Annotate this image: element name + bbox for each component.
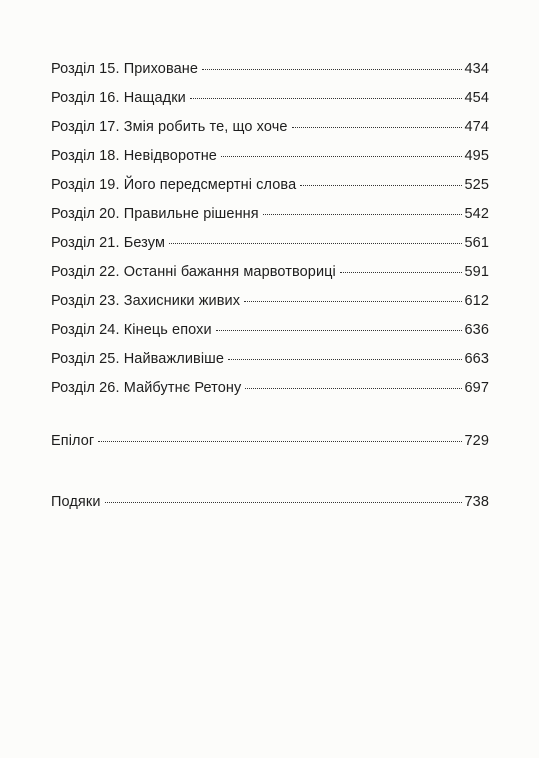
toc-entry-title: Розділ 24. Кінець епохи <box>51 322 212 338</box>
toc-entry-chapter-17 <box>51 113 489 142</box>
dot-leader <box>245 388 461 389</box>
toc-entry-title: Розділ 21. Безум <box>51 235 166 251</box>
toc-entry-chapter-19 <box>51 171 489 200</box>
dot-leader <box>98 441 461 442</box>
toc-entry-title: Розділ 23. Захисники живих <box>51 293 241 309</box>
toc-entry-chapter-18 <box>51 142 489 171</box>
toc-entry-chapter-22 <box>51 258 489 287</box>
dot-leader <box>263 214 462 215</box>
toc-entry-title: Розділ 17. Змія робить те, що хоче <box>51 119 288 135</box>
toc-entry-page: 636 <box>464 322 489 338</box>
spacer <box>51 403 489 427</box>
dot-leader <box>244 301 461 302</box>
toc-entry-page: 738 <box>464 494 489 510</box>
dot-leader <box>292 127 462 128</box>
toc-entry-chapter-20 <box>51 200 489 229</box>
toc-entry-page: 729 <box>464 433 489 449</box>
toc-entry-chapter-25 <box>51 345 489 374</box>
toc-entry-page: 542 <box>464 206 489 222</box>
toc-entry-page: 561 <box>464 235 489 251</box>
toc-entry-chapter-16 <box>51 84 489 113</box>
toc-entry-title: Розділ 15. Приховане <box>51 61 199 77</box>
toc-entry-title: Розділ 16. Нащадки <box>51 90 186 106</box>
toc-entry-page: 612 <box>464 293 489 309</box>
toc-entry-title: Епілог <box>51 433 95 449</box>
toc-entry-page: 474 <box>464 119 489 135</box>
toc-entry-epilogue <box>51 427 489 456</box>
dot-leader <box>340 272 462 273</box>
toc-entry-title: Розділ 26. Майбутнє Ретону <box>51 380 242 396</box>
toc-entry-title: Подяки <box>51 494 101 510</box>
toc-entry-chapter-21 <box>51 229 489 258</box>
toc-entry-title: Розділ 18. Невідворотне <box>51 148 217 164</box>
dot-leader <box>300 185 461 186</box>
dot-leader <box>221 156 462 157</box>
table-of-contents <box>51 55 489 517</box>
toc-entry-title: Розділ 22. Останні бажання марвотвориці <box>51 264 336 280</box>
dot-leader <box>169 243 461 244</box>
toc-entry-title: Розділ 19. Його передсмертні слова <box>51 177 297 193</box>
toc-entry-chapter-15 <box>51 55 489 84</box>
toc-entry-title: Розділ 20. Правильне рішення <box>51 206 259 222</box>
toc-entry-page: 663 <box>464 351 489 367</box>
dot-leader <box>228 359 461 360</box>
toc-entry-page: 454 <box>464 90 489 106</box>
toc-entry-page: 591 <box>464 264 489 280</box>
toc-entry-acknowledgements <box>51 488 489 517</box>
toc-entry-page: 434 <box>464 61 489 77</box>
toc-entry-title: Розділ 25. Найважливіше <box>51 351 225 367</box>
dot-leader <box>216 330 462 331</box>
toc-entry-chapter-26 <box>51 374 489 403</box>
toc-entry-page: 525 <box>464 177 489 193</box>
spacer <box>51 456 489 488</box>
toc-entry-chapter-24 <box>51 316 489 345</box>
toc-entry-page: 495 <box>464 148 489 164</box>
toc-entry-chapter-23 <box>51 287 489 316</box>
dot-leader <box>202 69 461 70</box>
dot-leader <box>190 98 462 99</box>
toc-entry-page: 697 <box>464 380 489 396</box>
dot-leader <box>105 502 462 503</box>
